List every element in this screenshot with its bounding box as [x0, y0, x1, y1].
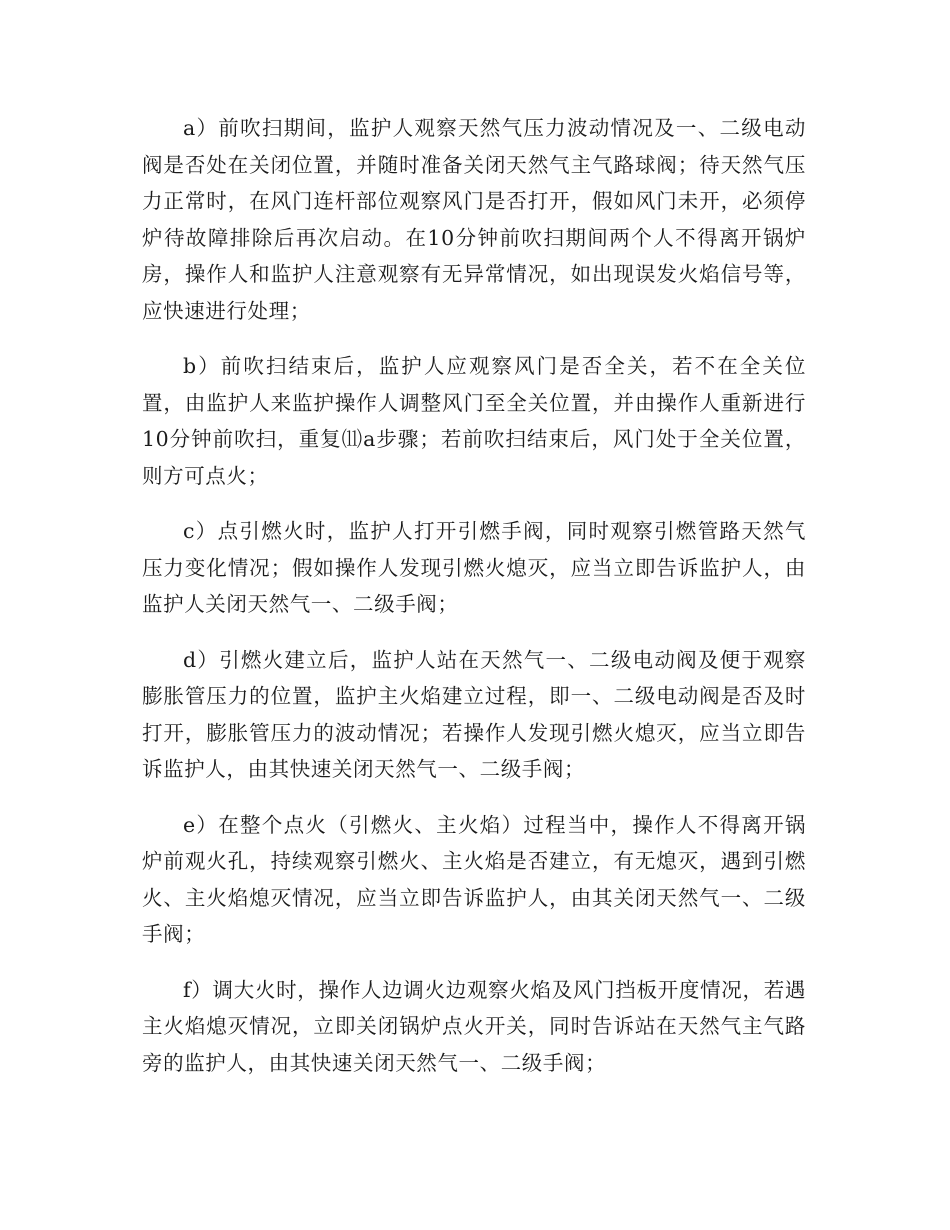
paragraph-a: a）前吹扫期间，监护人观察天然气压力波动情况及一、二级电动阀是否处在关闭位置，并随时准备关闭天然气主气路球阀；待天然气压力正常时，在风门连杆部位观察风门是否打开，假如风门未开，必须停炉待故障排除后再次启动。在10分钟前吹扫期间两个人不得离开锅炉房，操作人和监护人注意观察有无异常情况，如出现误发火焰信号等，应快速进行处理； — [142, 116, 806, 323]
paragraph-f: f）调大火时，操作人边调火边观察火焰及风门挡板开度情况，若遇主火焰熄灭情况，立即关闭锅炉点火开关，同时告诉站在天然气主气路旁的监护人，由其快速关闭天然气一、二级手阀； — [142, 977, 806, 1075]
paragraph-b: b）前吹扫结束后，监护人应观察风门是否全关，若不在全关位置，由监护人来监护操作人调整风门至全关位置，并由操作人重新进行10分钟前吹扫，重复⑾a步骤；若前吹扫结束后，风门处于全关位置，则方可点火； — [142, 354, 806, 488]
paragraph-d: d）引燃火建立后，监护人站在天然气一、二级电动阀及便于观察膨胀管压力的位置，监护主火焰建立过程，即一、二级电动阀是否及时打开，膨胀管压力的波动情况；若操作人发现引燃火熄灭，应当立即告诉监护人，由其快速关闭天然气一、二级手阀； — [142, 647, 806, 781]
paragraph-c: c）点引燃火时，监护人打开引燃手阀，同时观察引燃管路天然气压力变化情况；假如操作人发现引燃火熄灭，应当立即告诉监护人，由监护人关闭天然气一、二级手阀； — [142, 519, 806, 616]
paragraph-e: e）在整个点火（引燃火、主火焰）过程当中，操作人不得离开锅炉前观火孔，持续观察引燃火、主火焰是否建立，有无熄灭，遇到引燃火、主火焰熄灭情况，应当立即告诉监护人，由其关闭天然气一、二级手阀； — [142, 812, 806, 946]
document-body — [142, 110, 806, 1100]
